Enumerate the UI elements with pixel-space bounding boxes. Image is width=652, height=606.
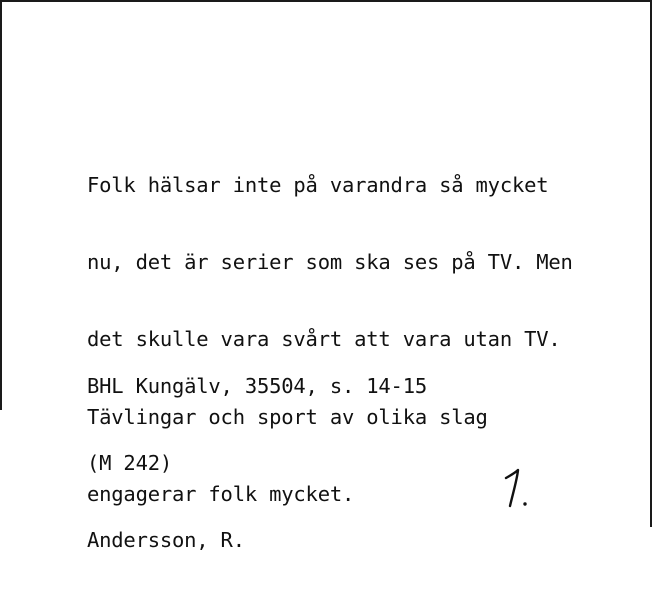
source-author-line: Andersson, R. [87, 528, 245, 553]
quote-line: det skulle vara svårt att vara utan TV. [87, 327, 561, 352]
source-reference-line: (M 242) [87, 450, 172, 475]
card-border-top [0, 0, 652, 2]
quote-line: engagerar folk mycket. [87, 482, 355, 507]
quote-line: nu, det är serier som ska ses på TV. Men [87, 249, 573, 274]
quote-line: Tävlingar och sport av olika slag [87, 404, 488, 429]
quote-line: Folk hälsar inte på varandra så mycket [87, 172, 549, 197]
source-archive-line: BHL Kungälv, 35504, s. 14-15 [87, 373, 427, 398]
source-citation [87, 322, 427, 606]
handwritten-page-number [500, 468, 540, 510]
card-border-left [0, 0, 2, 410]
